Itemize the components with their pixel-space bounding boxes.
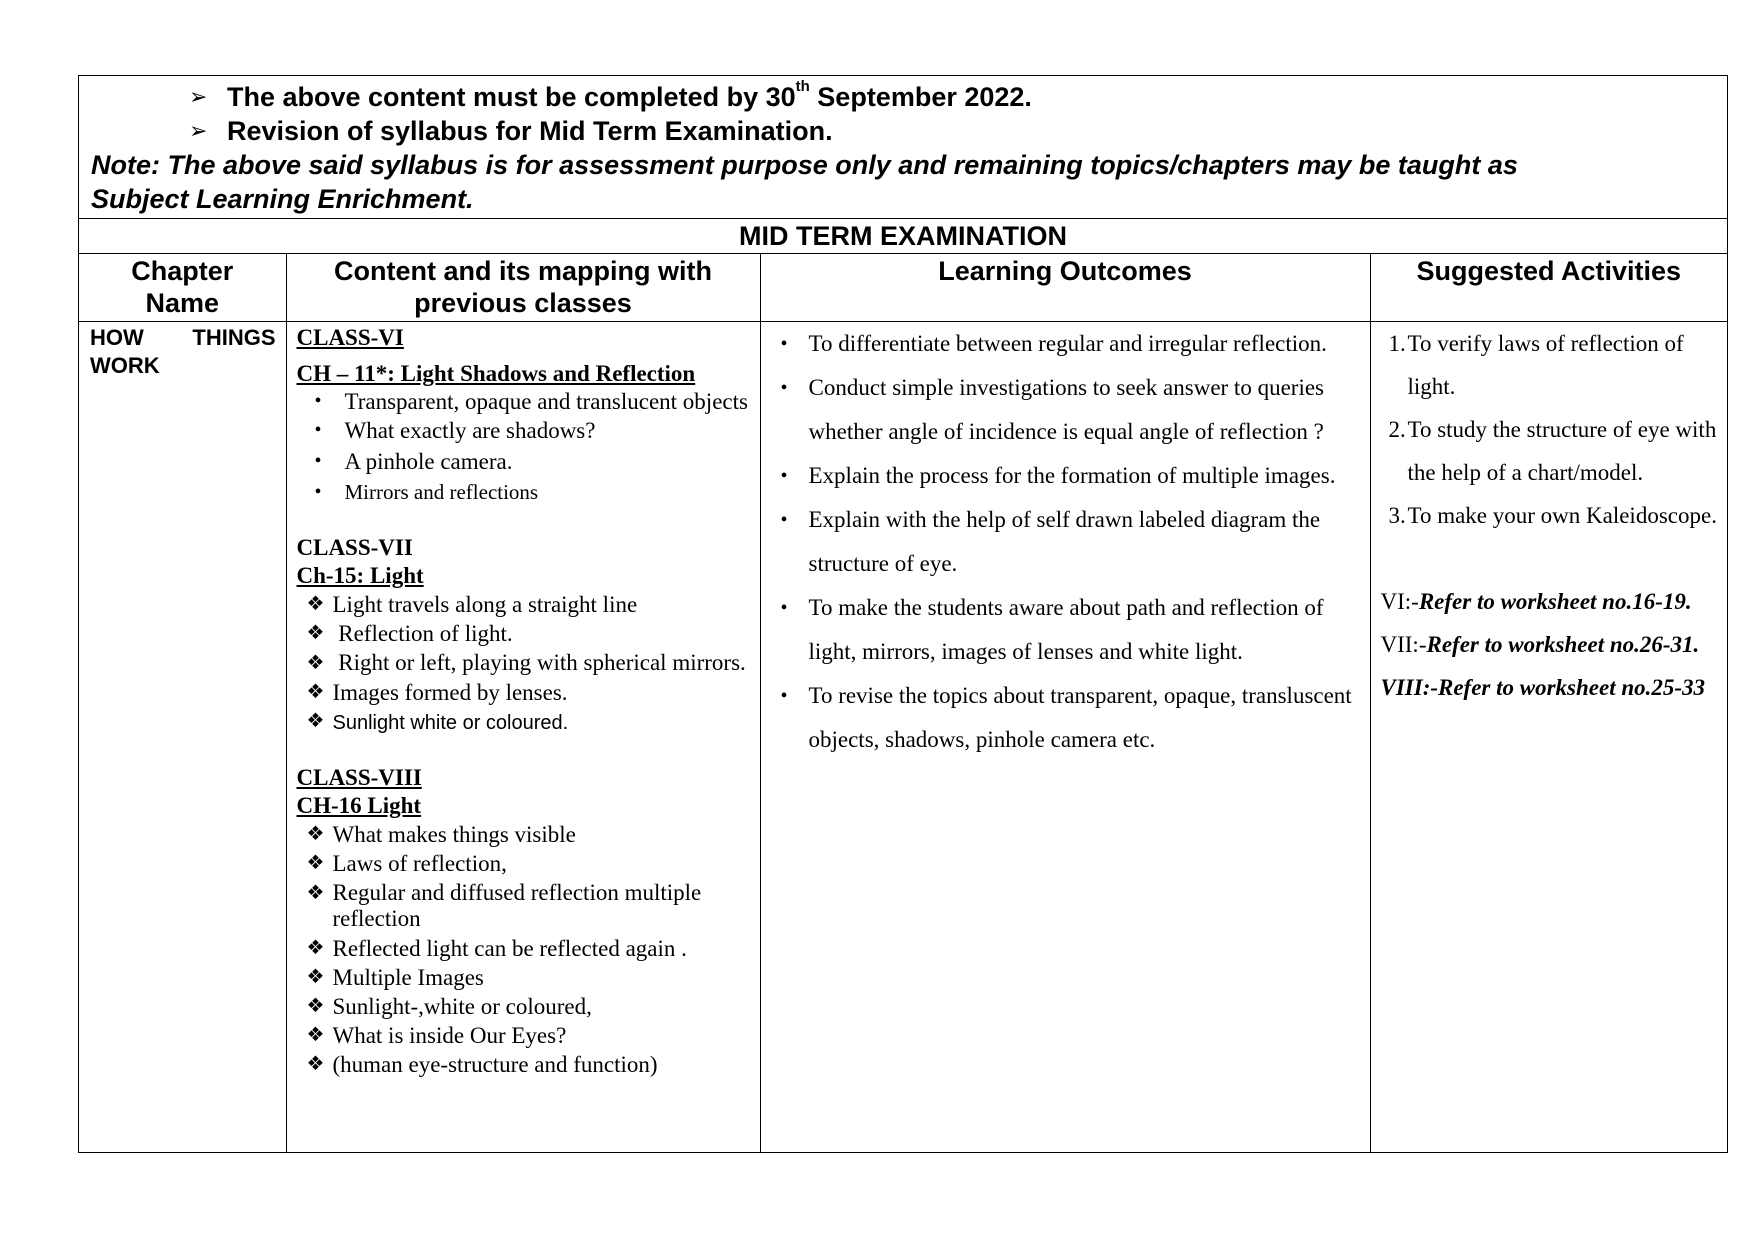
chapter-word: WORK <box>90 353 160 378</box>
list-item: ❖ Sunlight-,white or coloured, <box>306 994 592 1019</box>
list-item: • Explain with the help of self drawn labeled diagram the structure of eye. <box>771 498 1360 586</box>
syllabus-frame <box>78 75 1728 1153</box>
diamond-bullet-icon: ❖ <box>306 622 325 644</box>
diamond-bullet-icon: ❖ <box>306 823 325 845</box>
class-6-topic-list <box>297 388 750 508</box>
worksheet-ref-7: VII:-Refer to worksheet no.26-31. <box>1380 632 1700 657</box>
list-item: ❖ Sunlight white or coloured. <box>297 707 750 738</box>
diamond-bullet-icon: ❖ <box>306 710 325 732</box>
suggested-activities-cell <box>1370 322 1727 1152</box>
list-item: ❖ (human eye-structure and function) <box>306 1052 658 1077</box>
content-cell <box>286 322 760 1152</box>
list-item: • To make the students aware about path and reflection of light, mirrors, images of lenses and white light. <box>771 586 1360 674</box>
class-7-title: CLASS-VII <box>296 535 413 560</box>
class-8-chapter: CH-16 Light <box>296 793 422 818</box>
diamond-bullet-icon: ❖ <box>306 852 325 874</box>
list-item: ❖ Light travels along a straight line <box>306 592 638 617</box>
assessment-note <box>91 148 1717 216</box>
activities-list <box>1381 322 1720 537</box>
diamond-bullet-icon: ❖ <box>306 652 325 674</box>
class-7-chapter: Ch-15: Light <box>296 563 424 588</box>
diamond-bullet-icon: ❖ <box>306 593 325 615</box>
table-row <box>79 322 1727 1152</box>
list-item: ❖ Right or left, playing with spherical mirrors. <box>306 650 746 675</box>
chapter-word: HOW <box>90 325 144 350</box>
class-7-topic-list <box>297 590 750 738</box>
table-header-row <box>79 254 1727 322</box>
note-line-1: Note: The above said syllabus is for assessment purpose only and remaining topics/chapters may be taught as <box>91 150 1518 180</box>
diamond-bullet-icon: ❖ <box>306 966 325 988</box>
note-line-2: Subject Learning Enrichment. <box>91 184 474 214</box>
diamond-bullet-icon: ❖ <box>306 1053 325 1075</box>
list-item: ❖ Multiple Images <box>306 965 484 990</box>
outcomes-list <box>771 322 1360 762</box>
list-item: 3. To make your own Kaleidoscope. <box>1388 503 1717 528</box>
deadline-superscript: th <box>795 78 810 95</box>
worksheet-ref-8: VIII:-Refer to worksheet no.25-33 <box>1380 675 1706 700</box>
list-item: ❖ What is inside Our Eyes? <box>306 1023 567 1048</box>
class-6-chapter: CH – 11*: Light Shadows and Reflection <box>296 361 696 386</box>
column-header-activities: Suggested Activities <box>1370 254 1727 322</box>
list-item: ❖ What makes things visible <box>306 822 576 847</box>
chapter-word: THINGS <box>192 325 276 350</box>
list-item: ❖ Laws of reflection, <box>306 851 507 876</box>
arrow-bullet-icon: ➢ <box>189 118 208 143</box>
deadline-date: September 2022. <box>809 82 1032 112</box>
class-8-topic-list <box>297 820 750 1079</box>
revision-text: Revision of syllabus for Mid Term Examination. <box>227 116 833 146</box>
diamond-bullet-icon: ❖ <box>306 882 325 904</box>
deadline-text: The above content must be completed by 30 <box>227 82 796 112</box>
arrow-bullet-icon: ➢ <box>189 84 208 109</box>
completion-note-block <box>79 76 1727 219</box>
diamond-bullet-icon: ❖ <box>306 681 325 703</box>
exam-title: MID TERM EXAMINATION <box>79 219 1727 254</box>
list-item: • A pinhole camera. <box>297 446 750 477</box>
chapter-name-cell <box>79 322 286 1152</box>
list-item: • To differentiate between regular and irregular reflection. <box>771 322 1360 366</box>
column-header-outcomes: Learning Outcomes <box>760 254 1370 322</box>
diamond-bullet-icon: ❖ <box>306 937 325 959</box>
list-item: • Explain the process for the formation of multiple images. <box>771 454 1360 498</box>
column-header-chapter: Chapter Name <box>79 254 286 322</box>
class-8-title: CLASS-VIII <box>296 765 422 790</box>
deadline-line <box>91 80 1717 114</box>
list-item: • Transparent, opaque and translucent objects <box>297 388 750 415</box>
list-item: 2. To study the structure of eye with the help of a chart/model. <box>1388 417 1717 485</box>
list-item: • What exactly are shadows? <box>297 415 750 446</box>
list-item: 1. To verify laws of reflection of light. <box>1388 331 1684 399</box>
list-item: ❖ Reflected light can be reflected again . <box>306 936 687 961</box>
syllabus-table <box>79 254 1727 1152</box>
column-header-content: Content and its mapping with previous classes <box>286 254 760 322</box>
list-item: ❖ Regular and diffused reflection multiple reflection <box>306 880 702 931</box>
list-item: • To revise the topics about transparent, opaque, transluscent objects, shadows, pinhole camera etc. <box>771 674 1360 762</box>
learning-outcomes-cell <box>760 322 1370 1152</box>
list-item: ❖ Reflection of light. <box>306 621 513 646</box>
class-6-title: CLASS-VI <box>296 325 404 350</box>
list-item: • Conduct simple investigations to seek answer to queries whether angle of incidence is equal angle of reflection ? <box>771 366 1360 454</box>
list-item: • Mirrors and reflections <box>297 477 750 508</box>
diamond-bullet-icon: ❖ <box>306 995 325 1017</box>
list-item: ❖ Images formed by lenses. <box>306 680 568 705</box>
worksheet-ref-6: VI:-Refer to worksheet no.16-19. <box>1380 589 1692 614</box>
diamond-bullet-icon: ❖ <box>306 1024 325 1046</box>
revision-line <box>91 114 1717 148</box>
